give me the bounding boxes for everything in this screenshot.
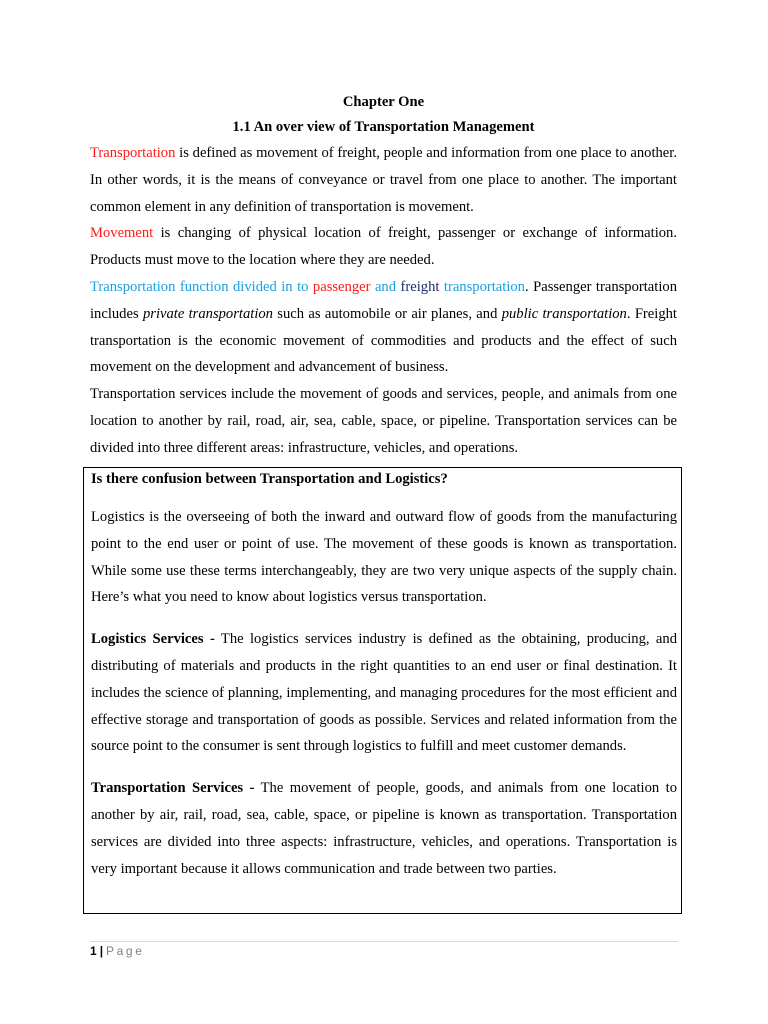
italic-private-transportation: private transportation bbox=[142, 305, 273, 322]
paragraph-transportation-definition bbox=[90, 140, 677, 220]
page-footer bbox=[90, 942, 144, 960]
paragraph-transportation-services: Transportation services include the movement of goods and services, people, and animals from one location to another by rail, road, air, sea, cable, space, or pipeline. Transportation services can be divided into three different areas: infrastructure, vehicles, and operations. bbox=[90, 386, 677, 456]
chapter-title: Chapter One bbox=[342, 94, 425, 110]
page-number: 1 bbox=[90, 944, 97, 958]
term-movement: Movement bbox=[90, 225, 154, 242]
paragraph-transportation-services-box bbox=[91, 775, 677, 882]
term-passenger: passenger bbox=[312, 278, 371, 295]
page-label: Page bbox=[106, 944, 145, 958]
label-transportation-services: Transportation Services - bbox=[91, 780, 255, 797]
term-transportation-word: transportation bbox=[443, 278, 525, 295]
paragraph-text: . Freight transportation is the economic movement of commodities and products and the effect of such movement on the development and advancement of business. bbox=[90, 305, 677, 376]
term-function-intro: Transportation function divided in to bbox=[90, 278, 309, 295]
box-question-heading: Is there confusion between Transportation and Logistics? bbox=[91, 471, 448, 487]
label-logistics-services: Logistics Services - bbox=[91, 631, 215, 648]
spacer bbox=[91, 611, 677, 626]
spacer bbox=[91, 489, 677, 504]
box-content bbox=[91, 468, 677, 882]
term-transportation: Transportation bbox=[90, 145, 176, 161]
spacer bbox=[91, 760, 677, 775]
paragraph-text: such as automobile or air planes, and bbox=[272, 305, 502, 322]
paragraph-logistics-services bbox=[91, 626, 677, 760]
paragraph-text: The logistics services industry is defined as the obtaining, producing, and distributing of materials and products in the right quantities to an end user or final destination. It includes the science of planning, implementing, and managing procedures for the most efficient and effective storage and transportation of goods as possible. Services and related information from the source point to the consumer is sent through logistics to fulfill and meet customer demands. bbox=[91, 631, 677, 755]
term-freight: freight bbox=[400, 278, 440, 295]
page-content bbox=[90, 90, 677, 462]
paragraph-text: The movement of people, goods, and animals from one location to another by air, rail, road, sea, cable, space, or pipeline is known as transportation. Transportation services are divided into three aspects: infrastructure, vehicles, and operations. Transportation is very important because it allows communication and trade between two parties. bbox=[91, 780, 677, 877]
paragraph-text: is changing of physical location of freight, passenger or exchange of information. Products must move to the location where they are needed. bbox=[90, 225, 677, 269]
paragraph-movement-definition bbox=[90, 220, 677, 274]
footer-divider bbox=[90, 941, 678, 942]
section-title: 1.1 An over view of Transportation Management bbox=[232, 119, 535, 135]
paragraph-text: . Passenger transportation includes bbox=[90, 278, 677, 322]
logistics-vs-transportation-box bbox=[83, 467, 682, 914]
paragraph-transportation-function bbox=[90, 274, 677, 381]
italic-public-transportation: public transportation bbox=[501, 305, 627, 322]
footer-separator: | bbox=[99, 944, 104, 958]
term-and: and bbox=[374, 278, 397, 295]
paragraph-logistics: Logistics is the overseeing of both the inward and outward flow of goods from the manufacturing point to the end user or point of use. The movement of these goods is known as transportation. While some use these terms interchangeably, they are two very unique aspects of the supply chain. Here’s what you need to know about logistics versus transportation. bbox=[91, 509, 677, 606]
paragraph-text: is defined as movement of freight, people and information from one place to another. In other words, it is the means of conveyance or travel from one place to another. The important common element in any definition of transportation is movement. bbox=[90, 145, 677, 215]
